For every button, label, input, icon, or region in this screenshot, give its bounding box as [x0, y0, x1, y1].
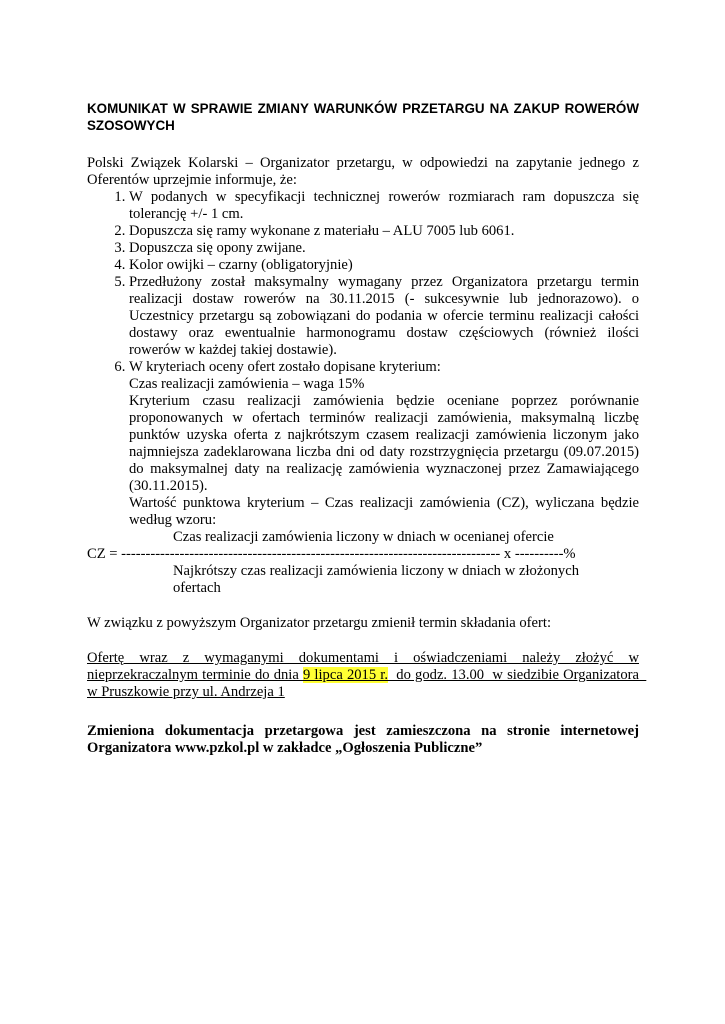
- list-item: 1. W podanych w specyfikacji technicznej rowerów rozmiarach ram dopuszcza się tolerancję +/- 1 cm.: [129, 189, 639, 223]
- formula-line: CZ = ------------------------------------------------------------------------------ x ----------%: [87, 546, 576, 562]
- formula-denominator: Najkrótszy czas realizacji zamówienia liczony w dniach w złożonych ofertach: [173, 563, 579, 596]
- document-page: [87, 100, 647, 757]
- list-item: 3. Dopuszcza się opony zwijane.: [129, 240, 639, 257]
- formula-numerator: Czas realizacji zamówienia liczony w dniach w ocenianej ofercie: [173, 529, 554, 545]
- info-list: [87, 189, 639, 597]
- list-item-criterion: [87, 359, 639, 597]
- intro-paragraph: Polski Związek Kolarski – Organizator przetargu, w odpowiedzi na zapytanie jednego z Oferentów uprzejmie informuje, że:: [87, 155, 639, 188]
- deadline-text-before: Ofertę wraz z wymaganymi dokumentami i oświadczeniami należy złożyć w nieprzekraczalnym terminie do dnia: [87, 650, 639, 683]
- change-notice: W związku z powyższym Organizator przetargu zmienił termin składania ofert:: [87, 615, 551, 631]
- list-item: 2. Dopuszcza się ramy wykonane z materiału – ALU 7005 lub 6061.: [129, 223, 639, 240]
- criterion-name: Czas realizacji zamówienia – waga 15%: [129, 376, 365, 392]
- list-item-text: 6. W kryteriach oceny ofert zostało dopisane kryterium:: [129, 359, 441, 375]
- deadline-text-after: do godz. 13.00 w siedzibie Organizatora w Pruszkowie przy ul. Andrzeja 1: [87, 667, 647, 700]
- deadline-date-highlight: 9 lipca 2015 r.: [302, 667, 388, 683]
- list-item: 4. Kolor owijki – czarny (obligatoryjnie): [129, 257, 639, 274]
- document-title: KOMUNIKAT W SPRAWIE ZMIANY WARUNKÓW PRZETARGU NA ZAKUP ROWERÓW SZOSOWYCH: [87, 101, 639, 133]
- criterion-description: Kryterium czasu realizacji zamówienia będzie oceniane poprzez porównanie proponowanych w ofertach terminów realizacji zamówienia, maksymalną liczbę punktów uzyska oferta z najkrótszym czasem realizacji zamówienia liczonym jako najmniejsza zadeklarowana liczba dni od daty rozstrzygnięcia przetargu (09.07.2015) do maksymalnej daty na realizację zamówienia wyznaczonej przez Zamawiającego (30.11.2015).: [129, 393, 639, 494]
- footer-note: Zmieniona dokumentacja przetargowa jest zamieszczona na stronie internetowej Organizatora www.pzkol.pl w zakładce „Ogłoszenia Publiczne”: [87, 723, 639, 756]
- criterion-value-intro: Wartość punktowa kryterium – Czas realizacji zamówienia (CZ), wyliczana będzie według wzoru:: [129, 495, 639, 528]
- list-item: 5. Przedłużony został maksymalny wymagany przez Organizatora przetargu termin realizacji dostaw rowerów na 30.11.2015 (- sukcesywnie lub jednorazowo). o Uczestnicy przetargu są zobowiązani do podania w ofercie terminu realizacji całości dostawy oraz ewentualnie harmonogramu dostaw częściowych (również ilości rowerów w każdej takiej dostawie).: [129, 274, 639, 359]
- deadline-paragraph: [87, 650, 647, 701]
